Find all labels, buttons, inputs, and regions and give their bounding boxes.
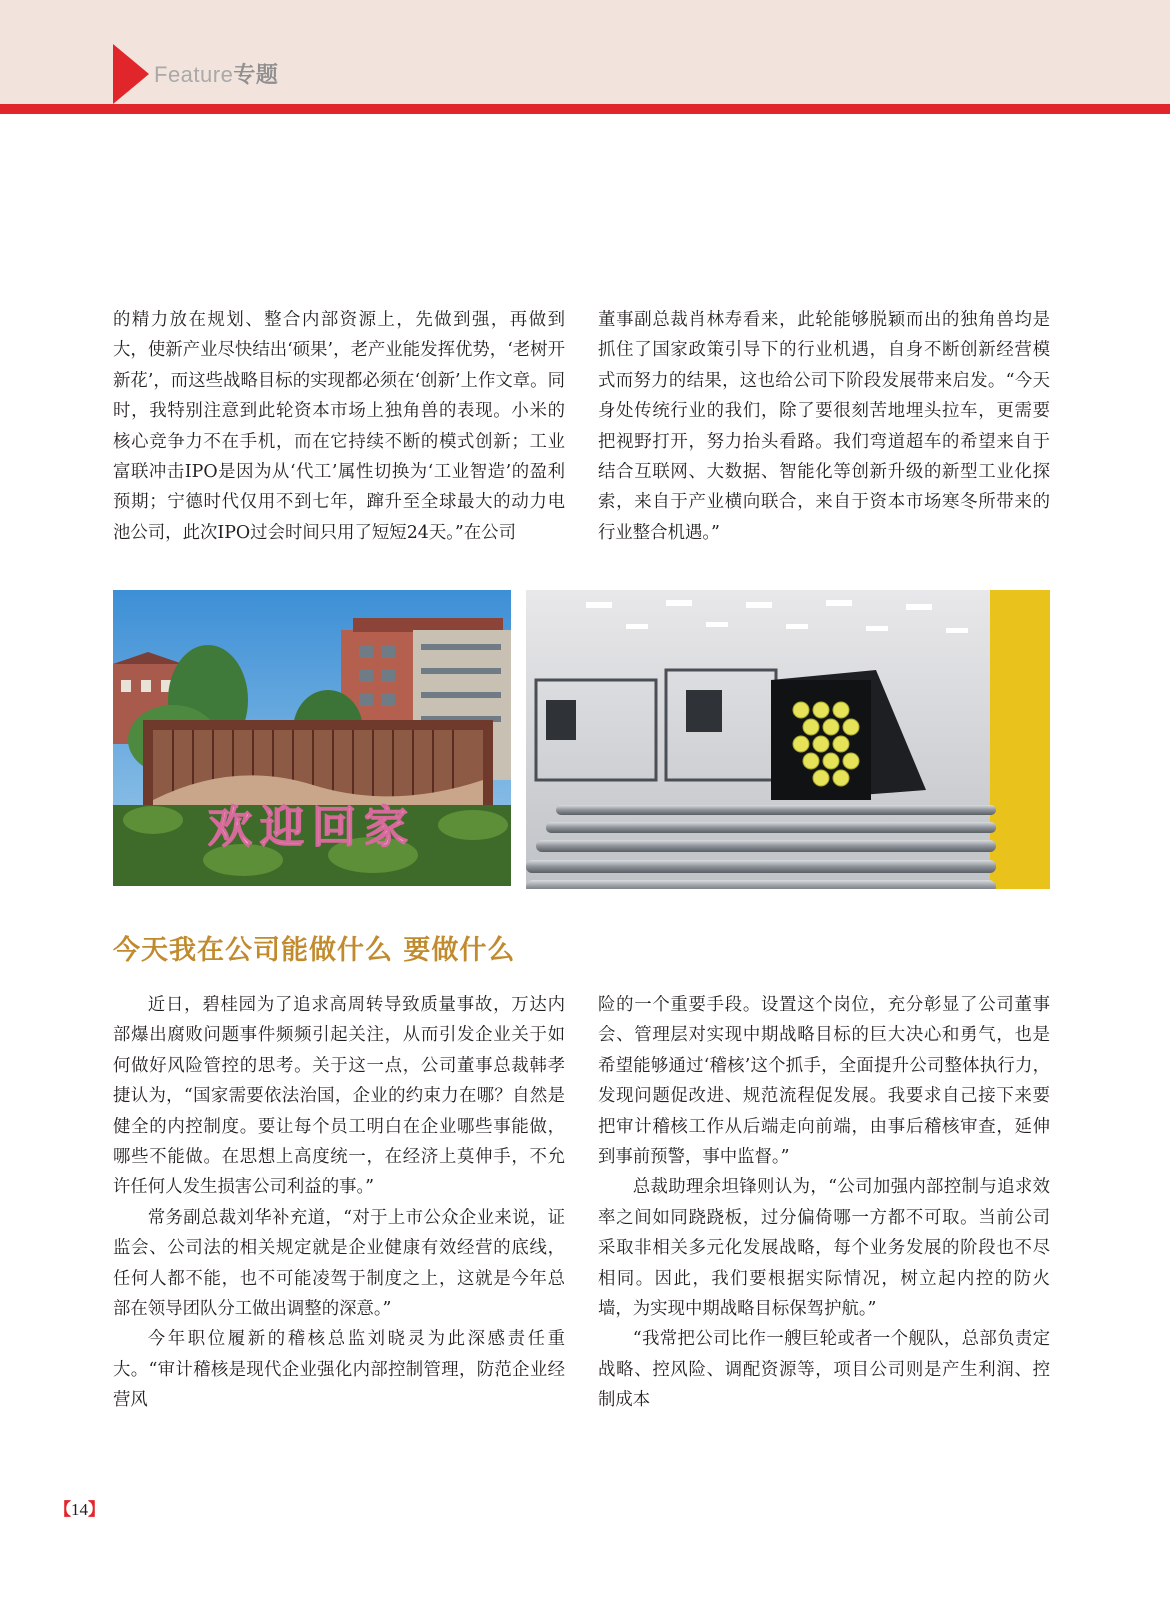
photo-factory-conveyor <box>526 590 1050 889</box>
photo-welcome-home-sign <box>113 590 511 886</box>
section-heading: 今天我在公司能做什么 要做什么 <box>113 935 516 966</box>
paragraph: 的精力放在规划、整合内部资源上，先做到强，再做到大，使新产业尽快结出‘硕果’，老产业能发挥优势，‘老树开新花’，而这些战略目标的实现都必须在‘创新’上作文章。同时，我特别注意到此轮资本市场上独角兽的表现。小米的核心竞争力不在手机，而在它持续不断的模式创新；工业富联冲击IPO是因为从‘代工’属性切换为‘工业智造’的盈利预期；宁德时代仅用不到七年，蹿升至全球最大的动力电池公司，此次IPO过会时间只用了短短24天。”在公司 <box>113 310 565 543</box>
paragraph: 董事副总裁肖林寿看来，此轮能够脱颖而出的独角兽均是抓住了国家政策引导下的行业机遇，自身不断创新经营模式而努力的结果，这也给公司下阶段发展带来启发。“今天身处传统行业的我们，除了要很刻苦地埋头拉车，更需要把视野打开，努力抬头看路。我们弯道超车的希望来自于结合互联网、大数据、智能化等创新升级的新型工业化探索，来自于产业横向联合，来自于资本市场寒冬所带来的行业整合机遇。” <box>598 310 1050 543</box>
article-column-top-right <box>598 305 1050 548</box>
page-number-bracket-left: 【 <box>54 1500 71 1519</box>
section-label-en: Feature <box>154 62 234 87</box>
header-rule <box>0 104 1170 114</box>
article-column-bottom-right <box>598 990 1050 1416</box>
page-number <box>54 1495 105 1520</box>
section-arrow-icon <box>113 44 149 114</box>
page-number-value: 14 <box>71 1500 88 1519</box>
paragraph: “我常把公司比作一艘巨轮或者一个舰队，总部负责定战略、控风险、调配资源等，项目公司则是产生利润、控制成本 <box>598 1329 1050 1411</box>
section-label-zh: 专题 <box>233 63 279 88</box>
paragraph: 近日，碧桂园为了追求高周转导致质量事故，万达内部爆出腐败问题事件频频引起关注，从而引发企业关于如何做好风险管控的思考。关于这一点，公司董事总裁韩孝捷认为，“国家需要依法治国，企业的约束力在哪？自然是健全的内控制度。要让每个员工明白在企业哪些事能做，哪些不能做。在思想上高度统一，在经济上莫伸手，不允许任何人发生损害公司利益的事。” <box>113 995 565 1198</box>
garden-sign-text: 欢迎回家 <box>208 802 416 853</box>
paragraph: 总裁助理余坦锋则认为，“公司加强内部控制与追求效率之间如同跷跷板，过分偏倚哪一方都不可取。当前公司采取非相关多元化发展战略，每个业务发展的阶段也不尽相同。因此，我们要根据实际情况，树立起内控的防火墙，为实现中期战略目标保驾护航。” <box>598 1177 1050 1320</box>
paragraph: 险的一个重要手段。设置这个岗位，充分彰显了公司董事会、管理层对实现中期战略目标的巨大决心和勇气，也是希望能够通过‘稽核’这个抓手，全面提升公司整体执行力，发现问题促改进、规范流程促发展。我要求自己接下来要把审计稽核工作从后端走向前端，由事后稽核审查，延伸到事前预警，事中监督。” <box>598 995 1050 1168</box>
section-label <box>154 58 278 89</box>
article-column-bottom-left <box>113 990 565 1416</box>
article-column-top-left <box>113 305 565 548</box>
paragraph: 常务副总裁刘华补充道，“对于上市公众企业来说，证监会、公司法的相关规定就是企业健康有效经营的底线，任何人都不能，也不可能凌驾于制度之上，这就是今年总部在领导团队分工做出调整的深意。” <box>113 1207 565 1320</box>
paragraph: 今年职位履新的稽核总监刘晓灵为此深感责任重大。“审计稽核是现代企业强化内部控制管理，防范企业经营风 <box>113 1329 565 1411</box>
page-number-bracket-right: 】 <box>88 1500 105 1519</box>
